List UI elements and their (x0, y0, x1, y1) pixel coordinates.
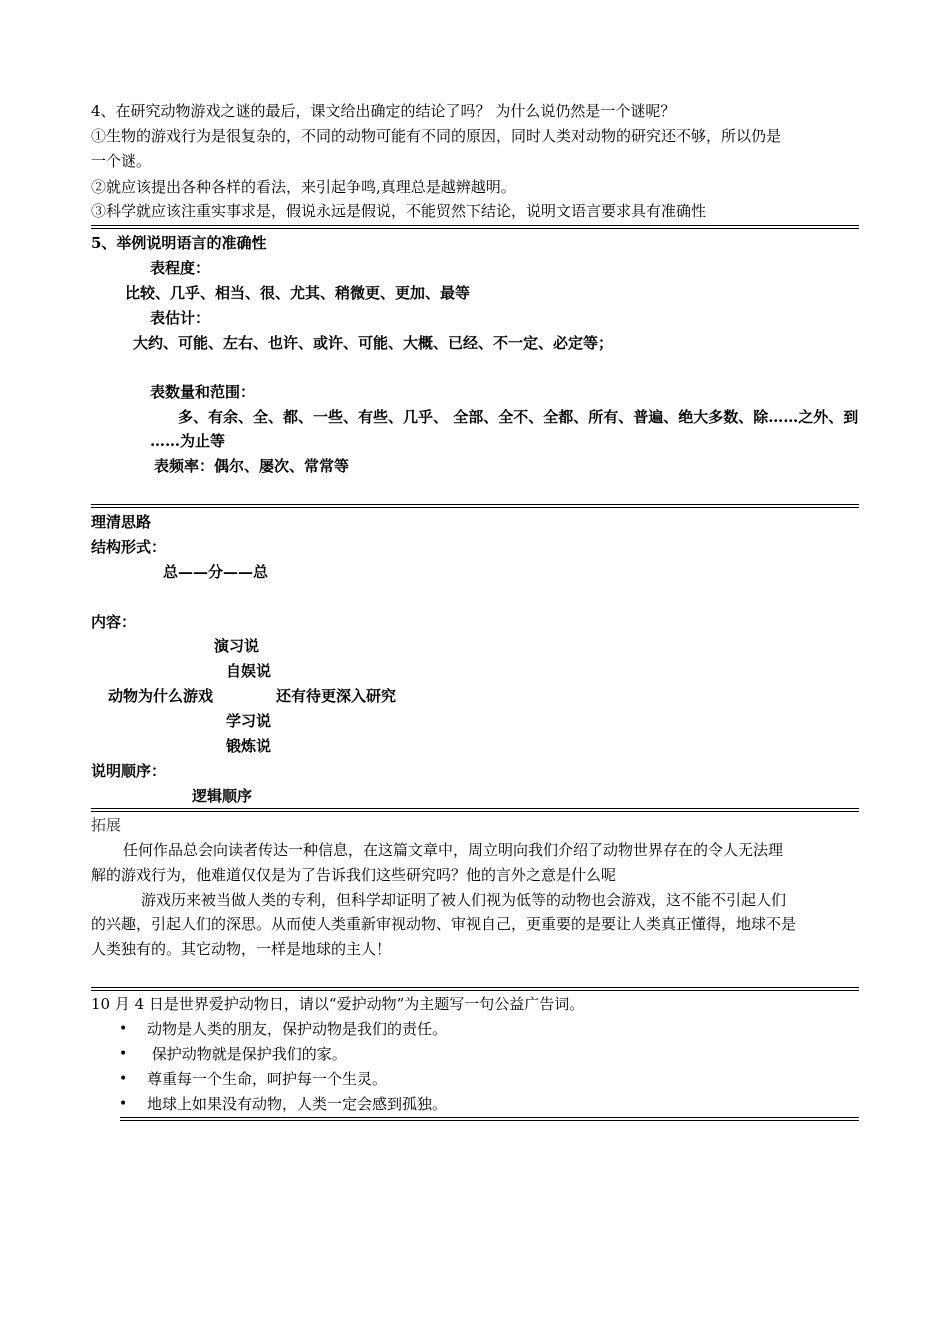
q4-answer-1-line1: ①生物的游戏行为是很复杂的，不同的动物可能有不同的原因，同时人类对动物的研究还不够，所以仍是 (91, 127, 782, 145)
section-divider (91, 225, 859, 229)
outline-center-right: 还有待更深入研究 (276, 687, 397, 705)
q4-question: 4、在研究动物游戏之谜的最后，课文给出确定的结论了吗？ 为什么说仍然是一个谜呢？ (91, 102, 676, 120)
estimate-label: 表估计： (150, 309, 211, 327)
extension-p1-line1: 任何作品总会向读者传达一种信息，在这篇文章中，周立明向我们介绍了动物世界存在的令人无法理 (123, 841, 784, 859)
quantity-label: 表数量和范围： (150, 383, 256, 401)
structure-label: 结构形式： (91, 538, 167, 556)
order-value: 逻辑顺序 (192, 787, 253, 805)
estimate-words: 大约、可能、左右、也许、或许、可能、大概、已经、不一定、必定等； (133, 334, 614, 352)
outline-center-left: 动物为什么游戏 (108, 687, 214, 705)
order-label: 说明顺序： (91, 762, 167, 780)
outline-item-1: 演习说 (214, 637, 260, 655)
outline-item-3: 学习说 (226, 712, 272, 730)
degree-label: 表程度： (150, 259, 211, 277)
extension-p2-line3: 人类独有的。其它动物，一样是地球的主人！ (91, 940, 392, 958)
ad-prompt: 10 月 4 日是世界爱护动物日，请以“爱护动物”为主题写一句公益广告词。 (91, 995, 585, 1013)
outline-title: 理清思路 (91, 513, 152, 531)
quantity-words-line2: ……为止等 (150, 432, 226, 450)
section-divider (91, 504, 859, 508)
quantity-words-line1: 多、有余、全、都、一些、有些、几乎、 全部、全不、全都、所有、普遍、绝大多数、除……之外、到 (178, 408, 859, 426)
structure-value: 总——分——总 (163, 563, 269, 581)
content-label: 内容： (91, 613, 137, 631)
q4-answer-1-line2: 一个谜。 (91, 152, 152, 170)
slogan-item: 动物是人类的朋友，保护动物是我们的责任。 (147, 1020, 448, 1038)
q4-answer-3: ③科学就应该注重实事求是，假说永远是假说，不能贸然下结论，说明文语言要求具有准确性 (91, 202, 707, 220)
bullet-icon: • (119, 1096, 128, 1112)
bullet-icon: • (119, 1046, 128, 1062)
frequency-words: 表频率：偶尔、屡次、常常等 (154, 457, 350, 475)
slogan-item: 保护动物就是保护我们的家。 (147, 1045, 347, 1063)
bullet-icon: • (119, 1021, 128, 1037)
degree-words: 比较、几乎、相当、很、尤其、稍微更、更加、最等 (125, 284, 471, 302)
extension-p2-line2: 的兴趣，引起人们的深思。从而使人类重新审视动物、审视自己，更重要的是要让人类真正懂得，地球不是 (91, 915, 797, 933)
slogan-item: 尊重每一个生命，呵护每一个生灵。 (147, 1070, 388, 1088)
section-divider (91, 808, 859, 812)
extension-title: 拓展 (91, 816, 122, 834)
q5-title: 5、举例说明语言的准确性 (91, 234, 267, 252)
q4-answer-2: ②就应该提出各种各样的看法，来引起争鸣,真理总是越辨越明。 (91, 178, 516, 196)
outline-item-2: 自娱说 (226, 662, 272, 680)
extension-p1-line2: 解的游戏行为，他难道仅仅是为了告诉我们这些研究吗？他的言外之意是什么呢 (91, 866, 617, 884)
section-divider (91, 987, 859, 991)
section-divider (120, 1117, 859, 1121)
bullet-icon: • (119, 1071, 128, 1087)
outline-item-4: 锻炼说 (226, 737, 272, 755)
slogan-item: 地球上如果没有动物，人类一定会感到孤独。 (147, 1095, 448, 1113)
extension-p2-line1: 游戏历来被当做人类的专利，但科学却证明了被人们视为低等的动物也会游戏，这不能不引起人们 (141, 891, 787, 909)
